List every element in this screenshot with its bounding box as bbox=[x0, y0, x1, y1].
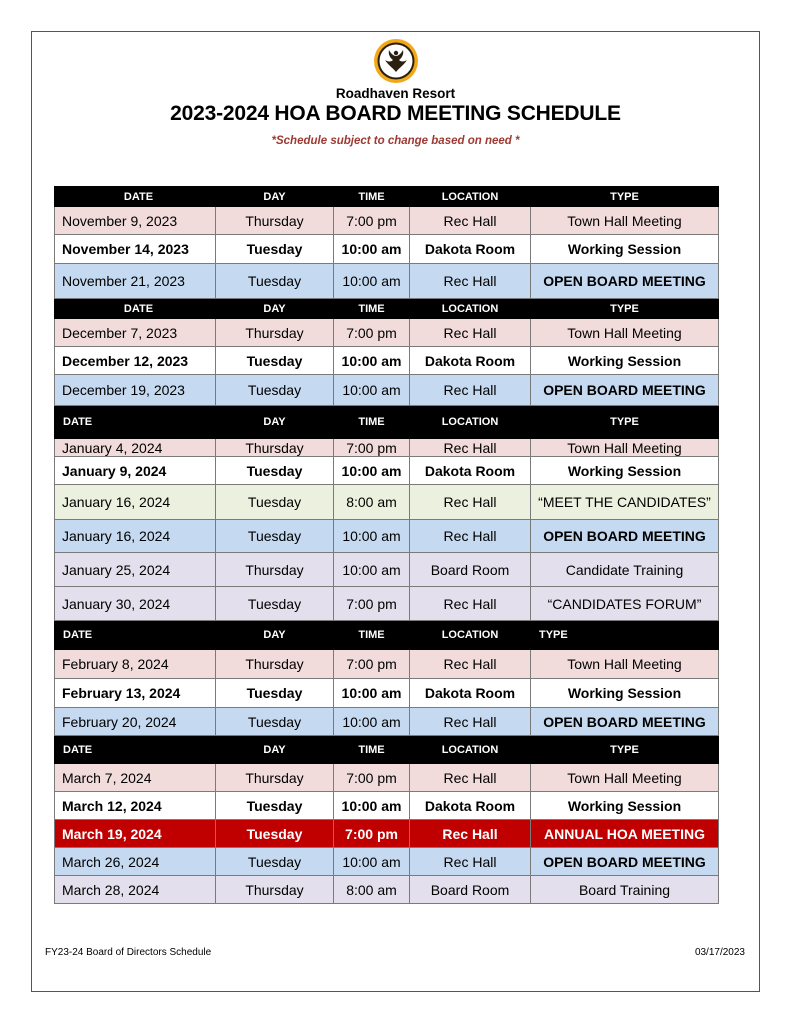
page-title: 2023-2024 HOA BOARD MEETING SCHEDULE bbox=[170, 102, 621, 125]
cell-day: Tuesday bbox=[216, 375, 334, 406]
cell-type: Working Session bbox=[531, 792, 719, 820]
cell-time: 10:00 am bbox=[334, 375, 410, 406]
schedule-disclaimer: *Schedule subject to change based on need * bbox=[271, 135, 520, 147]
column-header-type: TYPE bbox=[531, 736, 719, 764]
cell-location: Rec Hall bbox=[410, 520, 531, 553]
column-header-date: DATE bbox=[55, 621, 216, 650]
section-header-row bbox=[55, 621, 719, 650]
cell-location: Board Room bbox=[410, 876, 531, 904]
cell-day: Tuesday bbox=[216, 708, 334, 736]
column-header-location: LOCATION bbox=[410, 187, 531, 207]
column-header-type: TYPE bbox=[531, 187, 719, 207]
column-header-day: DAY bbox=[216, 406, 334, 439]
cell-location: Dakota Room bbox=[410, 347, 531, 375]
column-header-date: DATE bbox=[55, 736, 216, 764]
cell-time: 8:00 am bbox=[334, 485, 410, 520]
table-row bbox=[55, 876, 719, 904]
table-row bbox=[55, 439, 719, 457]
cell-date: December 12, 2023 bbox=[55, 347, 216, 375]
cell-type: Board Training bbox=[531, 876, 719, 904]
table-row bbox=[55, 264, 719, 299]
column-header-time: TIME bbox=[334, 187, 410, 207]
column-header-location: LOCATION bbox=[410, 621, 531, 650]
cell-date: January 30, 2024 bbox=[55, 587, 216, 621]
cell-time: 10:00 am bbox=[334, 347, 410, 375]
column-header-time: TIME bbox=[334, 621, 410, 650]
cell-day: Tuesday bbox=[216, 520, 334, 553]
cell-location: Rec Hall bbox=[410, 264, 531, 299]
cell-day: Thursday bbox=[216, 207, 334, 235]
table-row bbox=[55, 375, 719, 406]
cell-type: Candidate Training bbox=[531, 553, 719, 587]
table-row bbox=[55, 708, 719, 736]
cell-date: January 16, 2024 bbox=[55, 485, 216, 520]
column-header-date: DATE bbox=[55, 187, 216, 207]
table-row bbox=[55, 764, 719, 792]
cell-time: 7:00 pm bbox=[334, 439, 410, 457]
cell-type: OPEN BOARD MEETING bbox=[531, 264, 719, 299]
column-header-type: TYPE bbox=[531, 406, 719, 439]
cell-day: Tuesday bbox=[216, 792, 334, 820]
cell-type: Working Session bbox=[531, 457, 719, 485]
cell-date: December 7, 2023 bbox=[55, 319, 216, 347]
cell-location: Dakota Room bbox=[410, 235, 531, 264]
cell-date: February 13, 2024 bbox=[55, 679, 216, 708]
cell-date: March 7, 2024 bbox=[55, 764, 216, 792]
table-row bbox=[55, 485, 719, 520]
cell-day: Tuesday bbox=[216, 264, 334, 299]
table-row bbox=[55, 319, 719, 347]
table-row bbox=[55, 207, 719, 235]
cell-location: Rec Hall bbox=[410, 319, 531, 347]
cell-location: Rec Hall bbox=[410, 708, 531, 736]
cell-day: Tuesday bbox=[216, 347, 334, 375]
cell-time: 10:00 am bbox=[334, 708, 410, 736]
cell-location: Rec Hall bbox=[410, 485, 531, 520]
column-header-day: DAY bbox=[216, 621, 334, 650]
cell-type: Town Hall Meeting bbox=[531, 319, 719, 347]
cell-date: March 12, 2024 bbox=[55, 792, 216, 820]
column-header-day: DAY bbox=[216, 299, 334, 319]
footer-document-name: FY23-24 Board of Directors Schedule bbox=[45, 947, 212, 958]
cell-date: March 19, 2024 bbox=[55, 820, 216, 848]
table-row bbox=[55, 347, 719, 375]
cell-location: Rec Hall bbox=[410, 587, 531, 621]
cell-type: Town Hall Meeting bbox=[531, 439, 719, 457]
column-header-day: DAY bbox=[216, 187, 334, 207]
column-header-date: DATE bbox=[55, 299, 216, 319]
cell-time: 7:00 pm bbox=[334, 820, 410, 848]
cell-day: Tuesday bbox=[216, 235, 334, 264]
column-header-time: TIME bbox=[334, 406, 410, 439]
table-row bbox=[55, 520, 719, 553]
cell-type: OPEN BOARD MEETING bbox=[531, 708, 719, 736]
cell-time: 7:00 pm bbox=[334, 319, 410, 347]
cell-type: Town Hall Meeting bbox=[531, 650, 719, 679]
cell-day: Tuesday bbox=[216, 485, 334, 520]
cell-date: January 9, 2024 bbox=[55, 457, 216, 485]
column-header-time: TIME bbox=[334, 299, 410, 319]
table-row bbox=[55, 820, 719, 848]
cell-time: 10:00 am bbox=[334, 792, 410, 820]
cell-time: 10:00 am bbox=[334, 457, 410, 485]
cell-time: 7:00 pm bbox=[334, 587, 410, 621]
cell-location: Rec Hall bbox=[410, 650, 531, 679]
cell-type: Town Hall Meeting bbox=[531, 764, 719, 792]
meeting-schedule-table bbox=[54, 186, 719, 904]
table-row bbox=[55, 792, 719, 820]
table-row bbox=[55, 457, 719, 485]
cell-location: Rec Hall bbox=[410, 848, 531, 876]
section-header-row bbox=[55, 406, 719, 439]
cell-type: OPEN BOARD MEETING bbox=[531, 375, 719, 406]
cell-location: Rec Hall bbox=[410, 207, 531, 235]
cell-day: Tuesday bbox=[216, 587, 334, 621]
cell-day: Thursday bbox=[216, 650, 334, 679]
cell-day: Tuesday bbox=[216, 820, 334, 848]
cell-location: Rec Hall bbox=[410, 375, 531, 406]
cell-date: March 28, 2024 bbox=[55, 876, 216, 904]
section-header-row bbox=[55, 299, 719, 319]
table-row bbox=[55, 235, 719, 264]
cell-day: Tuesday bbox=[216, 457, 334, 485]
cell-date: November 14, 2023 bbox=[55, 235, 216, 264]
cell-type: Working Session bbox=[531, 679, 719, 708]
cell-date: November 9, 2023 bbox=[55, 207, 216, 235]
column-header-location: LOCATION bbox=[410, 299, 531, 319]
cell-type: OPEN BOARD MEETING bbox=[531, 848, 719, 876]
cell-date: January 4, 2024 bbox=[55, 439, 216, 457]
cell-type: ANNUAL HOA MEETING bbox=[531, 820, 719, 848]
table-row bbox=[55, 679, 719, 708]
column-header-type: TYPE bbox=[531, 299, 719, 319]
cell-time: 10:00 am bbox=[334, 520, 410, 553]
footer-date: 03/17/2023 bbox=[694, 947, 745, 958]
cell-type: “MEET THE CANDIDATES” bbox=[531, 485, 719, 520]
cell-time: 7:00 pm bbox=[334, 764, 410, 792]
cell-time: 10:00 am bbox=[334, 679, 410, 708]
cell-time: 7:00 pm bbox=[334, 650, 410, 679]
table-row bbox=[55, 848, 719, 876]
cell-day: Thursday bbox=[216, 553, 334, 587]
column-header-date: DATE bbox=[55, 406, 216, 439]
phoenix-emblem-icon bbox=[373, 38, 419, 84]
cell-location: Rec Hall bbox=[410, 764, 531, 792]
column-header-day: DAY bbox=[216, 736, 334, 764]
table-row bbox=[55, 587, 719, 621]
cell-type: Working Session bbox=[531, 235, 719, 264]
table-row bbox=[55, 650, 719, 679]
cell-location: Board Room bbox=[410, 553, 531, 587]
cell-location: Dakota Room bbox=[410, 792, 531, 820]
cell-date: January 25, 2024 bbox=[55, 553, 216, 587]
cell-date: November 21, 2023 bbox=[55, 264, 216, 299]
cell-date: January 16, 2024 bbox=[55, 520, 216, 553]
cell-date: December 19, 2023 bbox=[55, 375, 216, 406]
cell-day: Thursday bbox=[216, 876, 334, 904]
cell-day: Thursday bbox=[216, 319, 334, 347]
cell-time: 7:00 pm bbox=[334, 207, 410, 235]
cell-time: 10:00 am bbox=[334, 553, 410, 587]
cell-date: March 26, 2024 bbox=[55, 848, 216, 876]
column-header-location: LOCATION bbox=[410, 406, 531, 439]
cell-day: Thursday bbox=[216, 764, 334, 792]
cell-type: Working Session bbox=[531, 347, 719, 375]
cell-time: 8:00 am bbox=[334, 876, 410, 904]
cell-location: Dakota Room bbox=[410, 457, 531, 485]
cell-day: Thursday bbox=[216, 439, 334, 457]
cell-date: February 20, 2024 bbox=[55, 708, 216, 736]
cell-day: Tuesday bbox=[216, 679, 334, 708]
column-header-location: LOCATION bbox=[410, 736, 531, 764]
cell-date: February 8, 2024 bbox=[55, 650, 216, 679]
column-header-type: TYPE bbox=[531, 621, 719, 650]
table-row bbox=[55, 553, 719, 587]
cell-location: Dakota Room bbox=[410, 679, 531, 708]
cell-time: 10:00 am bbox=[334, 235, 410, 264]
resort-name: Roadhaven Resort bbox=[335, 86, 456, 101]
section-header-row bbox=[55, 736, 719, 764]
cell-type: Town Hall Meeting bbox=[531, 207, 719, 235]
cell-time: 10:00 am bbox=[334, 264, 410, 299]
column-header-time: TIME bbox=[334, 736, 410, 764]
section-header-row bbox=[55, 187, 719, 207]
cell-type: OPEN BOARD MEETING bbox=[531, 520, 719, 553]
cell-location: Rec Hall bbox=[410, 439, 531, 457]
cell-time: 10:00 am bbox=[334, 848, 410, 876]
cell-type: “CANDIDATES FORUM” bbox=[531, 587, 719, 621]
cell-location: Rec Hall bbox=[410, 820, 531, 848]
cell-day: Tuesday bbox=[216, 848, 334, 876]
